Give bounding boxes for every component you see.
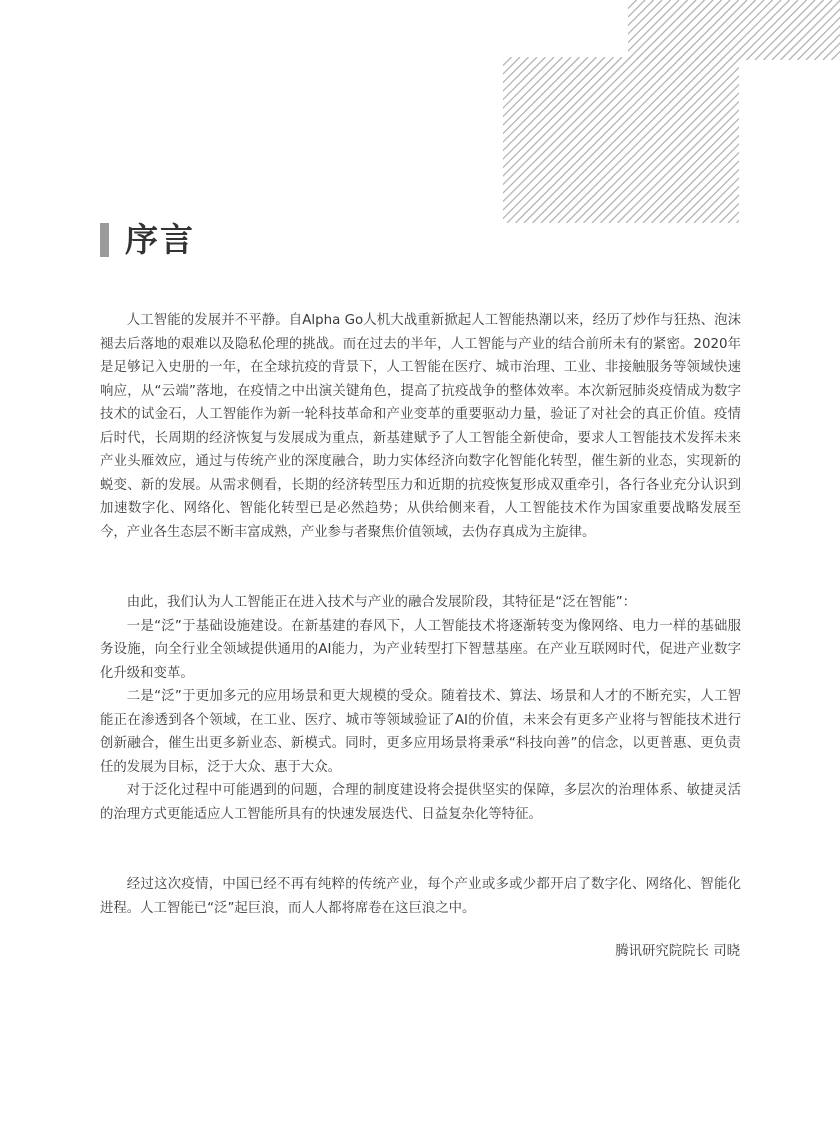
stripe-line — [524, 57, 690, 223]
paragraph-conclusion: 经过这次疫情，中国已经不再有纯粹的传统产业，每个产业或多或少都开启了数字化、网络化、智能化进程。人工智能已“泛”起巨浪，而人人都将席卷在这巨浪之中。 — [100, 877, 741, 916]
stripe-line — [687, 0, 747, 60]
stripe-line — [832, 0, 840, 60]
stripe-line — [823, 0, 840, 60]
stripe-line — [346, 57, 512, 223]
stripe-line — [516, 57, 682, 223]
stripe-line — [789, 0, 840, 60]
paragraph-governance: 对于泛化过程中可能遇到的问题，合理的制度建设将会提供坚实的保障，多层次的治理体系、敏捷灵活的治理方式更能适应人工智能所具有的快速发展迭代、日益复杂化等特征。 — [100, 783, 741, 822]
stripe-line — [371, 57, 537, 223]
stripe-line — [594, 0, 654, 60]
stripe-line — [635, 57, 801, 223]
stripe-line — [439, 57, 605, 223]
stripe-line — [737, 57, 840, 223]
stripe-line — [337, 57, 503, 223]
stripe-line — [584, 57, 750, 223]
stripe-line — [669, 57, 835, 223]
stripe-line — [679, 0, 739, 60]
stripe-line — [533, 57, 699, 223]
stripe-line — [499, 57, 665, 223]
stripe-line — [541, 57, 707, 223]
stripe-line — [405, 57, 571, 223]
stripe-line — [645, 0, 705, 60]
heading-accent-bar — [100, 223, 109, 257]
stripe-line — [465, 57, 631, 223]
stripe-line — [728, 57, 840, 223]
stripe-line — [626, 57, 792, 223]
stripe-line — [670, 0, 730, 60]
stripe-line — [354, 57, 520, 223]
stripe-line — [585, 0, 645, 60]
stripe-line — [653, 0, 713, 60]
stripe-line — [363, 57, 529, 223]
stripe-line — [694, 57, 840, 223]
author-signature: 腾讯研究院院长 司晓 — [615, 944, 740, 959]
stripe-line — [567, 57, 733, 223]
stripe-line — [704, 0, 764, 60]
paragraph-intro: 人工智能的发展并不平静。自Alpha Go人机大战重新掀起人工智能热潮以来，经历了炒作与狂热、泡沫褪去后落地的艰难以及隐私伦理的挑战。而在过去的半年，人工智能与产业的结合前所未有的紧密。2020年是足够记入史册的一年，在全球抗疫的背景下，人工智能在医疗、城市治理、工业、非接触服务等领域快速响应，从“云端”落地，在疫情之中出演关键角色，提高了抗疫战争的整体效率。本次新冠肺炎疫情成为数字技术的试金石，人工智能作为新一轮科技革命和产业变革的重要驱动力量，验证了对社会的真正价值。疫情后时代，长周期的经济恢复与发展成为重点，新基建赋予了人工智能全新使命，要求人工智能技术发挥未来产业头雁效应，通过与传统产业的深度融合，助力实体经济向数字化智能化转型，催生新的业态，实现新的蜕变、新的发展。从需求侧看，长期的经济转型压力和近期的抗疫恢复形成双重牵引，各行各业充分认识到加速数字化、网络化、智能化转型已是必然趋势；从供给侧来看，人工智能技术作为国家重要战略发展至今，产业各生态层不断丰富成熟，产业参与者聚焦价值领域，去伪存真成为主旋律。 — [100, 313, 741, 540]
stripe-line — [422, 57, 588, 223]
stripe-line — [456, 57, 622, 223]
stripe-line — [652, 57, 818, 223]
stripe-line — [380, 57, 546, 223]
stripe-line — [448, 57, 614, 223]
stripe-line — [592, 57, 758, 223]
stripe-line — [560, 0, 620, 60]
stripe-line — [711, 57, 840, 223]
stripe-line — [781, 0, 840, 60]
stripe-line — [798, 0, 840, 60]
stripe-line — [490, 57, 656, 223]
stripe-line — [609, 57, 775, 223]
stripe-line — [550, 57, 716, 223]
stripe-line — [662, 0, 722, 60]
stripe-line — [601, 57, 767, 223]
stripe-line — [507, 57, 673, 223]
stripe-line — [482, 57, 648, 223]
stripe-line — [577, 0, 637, 60]
stripe-line — [611, 0, 671, 60]
stripe-line — [730, 0, 790, 60]
preface-body — [100, 309, 741, 920]
stripe-line — [738, 0, 798, 60]
stripe-line — [747, 0, 807, 60]
stripe-line — [721, 0, 781, 60]
stripe-line — [568, 0, 628, 60]
stripe-line — [397, 57, 563, 223]
paragraph-point-two: 二是“泛”于更加多元的应用场景和更大规模的受众。随着技术、算法、场景和人才的不断充实，人工智能正在渗透到各个领域，在工业、医疗、城市等领域验证了AI的价值，未来会有更多产业将与智能技术进行创新融合，催生出更多新业态、新模式。同时，更多应用场景将秉承“科技向善”的信念，以更普惠、更负责任的发展为目标，泛于大众、惠于大众。 — [100, 689, 741, 775]
stripe-line — [764, 0, 824, 60]
stripe-line — [618, 57, 784, 223]
stripe-line — [660, 57, 826, 223]
stripe-line — [703, 57, 840, 223]
stripe-line — [329, 57, 495, 223]
stripe-line — [755, 0, 815, 60]
stripe-line — [628, 0, 688, 60]
stripe-line — [686, 57, 840, 223]
stripe-line — [602, 0, 662, 60]
stripe-line — [772, 0, 832, 60]
page-title: 序言 — [125, 220, 195, 259]
stripe-line — [815, 0, 840, 60]
diagonal-stripes-decoration — [0, 0, 840, 230]
stripe-line — [745, 57, 840, 223]
stripe-line — [388, 57, 554, 223]
stripe-line — [431, 57, 597, 223]
stripe-line — [806, 0, 840, 60]
stripe-line — [643, 57, 809, 223]
stripe-line — [720, 57, 840, 223]
paragraph-point-one: 一是“泛”于基础设施建设。在新基建的春风下，人工智能技术将逐渐转变为像网络、电力一样的基础服务设施，向全行业全领域提供通用的AI能力，为产业转型打下智慧基座。在产业互联网时代，促进产业数字化升级和变革。 — [100, 618, 741, 681]
stripe-line — [473, 57, 639, 223]
stripe-line — [619, 0, 679, 60]
stripe-line — [677, 57, 840, 223]
stripe-line — [713, 0, 773, 60]
stripe-line — [636, 0, 696, 60]
paragraph-thesis: 由此，我们认为人工智能正在进入技术与产业的融合发展阶段，其特征是“泛在智能”： — [126, 595, 637, 610]
stripe-line — [696, 0, 756, 60]
section-heading — [100, 218, 195, 262]
stripe-line — [414, 57, 580, 223]
stripe-line — [558, 57, 724, 223]
stripe-line — [575, 57, 741, 223]
